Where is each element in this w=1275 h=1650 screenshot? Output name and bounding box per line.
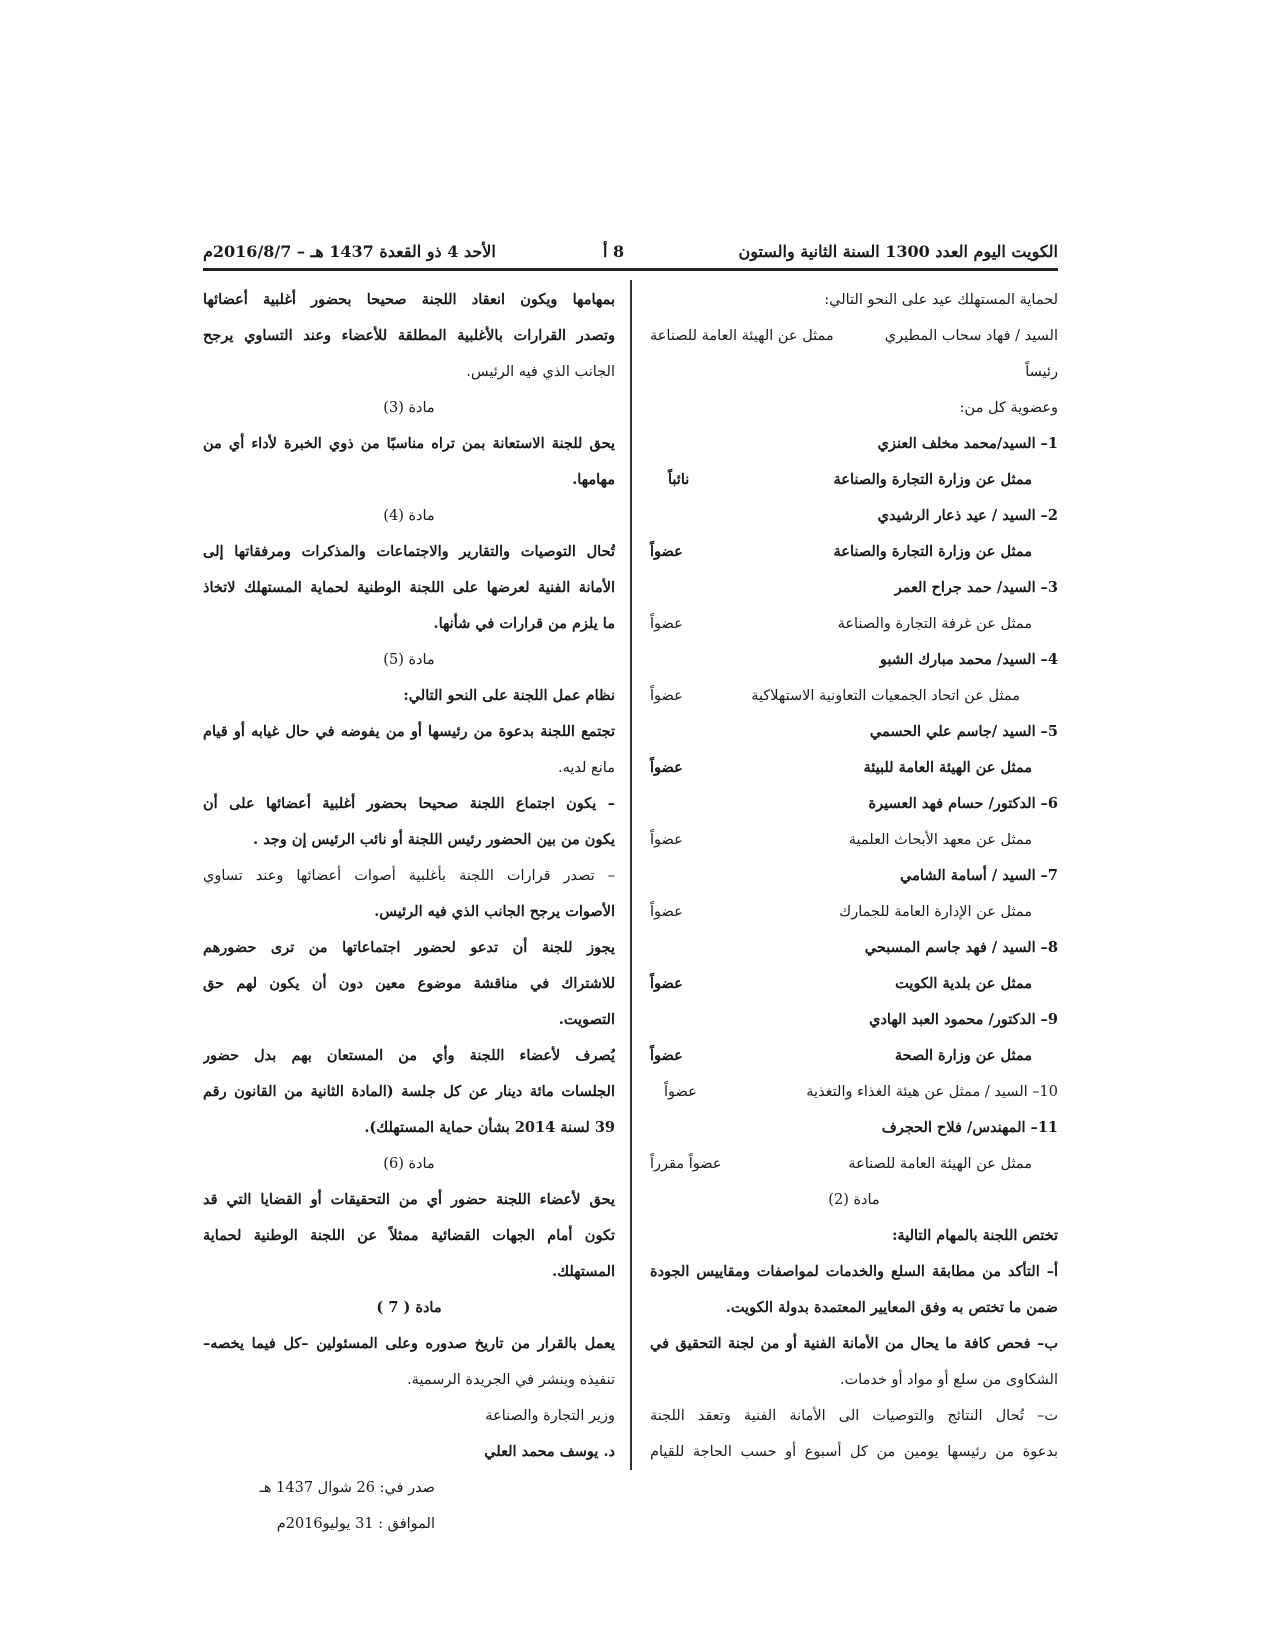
- paragraph-line: بمهامها ويكون انعقاد اللجنة صحيحا بحضور أغلبية أعضائها: [203, 291, 615, 308]
- member-3-name: 3– السيد/ حمد جراح العمر: [894, 579, 1058, 596]
- paragraph-line: مانع لديه.: [558, 760, 615, 776]
- paragraph-line: المستهلك.: [552, 1263, 615, 1280]
- article-7-heading: مادة ( 7 ): [376, 1299, 442, 1316]
- task-a-line-2: ضمن ما تختص به وفق المعايير المعتمدة بدولة الكويت.: [725, 1299, 1058, 1316]
- member-1-role: نائباً: [668, 471, 690, 488]
- member-5-name: 5– السيد /جاسم علي الحسمي: [869, 723, 1058, 740]
- article-6-heading: مادة (6): [383, 1156, 435, 1172]
- left-column: [203, 282, 615, 1542]
- paragraph-line: تجتمع اللجنة بدعوة من رئيسها أو من يفوضه في حال غيابه أو قيام: [203, 723, 615, 740]
- paragraph-line: يجوز للجنة أن تدعو لحضور اجتماعاتها من ترى حضورهم: [203, 939, 615, 956]
- page-header: [203, 238, 1058, 266]
- member-4-name: 4– السيد/ محمد مبارك الشبو: [879, 651, 1058, 668]
- issue-date-hijri: صدر في: 26 شوال 1437 هـ: [259, 1480, 435, 1496]
- paragraph-line: – يكون اجتماع اللجنة صحيحا بحضور أغلبية أعضائها على أن: [203, 795, 615, 812]
- member-1-line: [650, 462, 1058, 498]
- paragraph-line: يحق لأعضاء اللجنة حضور أي من التحقيقات أو القضايا التي قد: [203, 1191, 615, 1208]
- task-c-line-2: بدعوة من رئيسها يومين من كل أسبوع أو حسب الحاجة للقيام: [650, 1444, 1058, 1460]
- minister-title: وزير التجارة والصناعة: [485, 1408, 615, 1424]
- column-divider: [630, 280, 632, 1470]
- paragraph-line: يعمل بالقرار من تاريخ صدوره وعلى المسئولين –كل فيما يخصه–: [203, 1335, 615, 1352]
- member-2-role: عضواً: [650, 543, 683, 560]
- member-4-role: عضواً: [650, 688, 683, 704]
- member-3-role: عضواً: [650, 616, 683, 632]
- article-3-heading: مادة (3): [383, 400, 435, 416]
- paragraph-line: يحق للجنة الاستعانة بمن تراه مناسبًا من ذوي الخبرة لأداء أي من: [203, 435, 615, 452]
- right-column: [650, 282, 1058, 1470]
- member-8-representation: ممثل عن بلدية الكويت: [895, 975, 1032, 992]
- member-2-representation: ممثل عن وزارة التجارة والصناعة: [833, 543, 1032, 560]
- member-9-name: 9– الدكتور/ محمود العبد الهادي: [869, 1011, 1058, 1028]
- member-8-name: 8– السيد / فهد جاسم المسبحي: [864, 939, 1058, 956]
- intro-line: لحماية المستهلك عيد على النحو التالي:: [824, 292, 1058, 308]
- chair-role: رئيساً: [1025, 364, 1058, 380]
- member-11-representation: ممثل عن الهيئة العامة للصناعة: [848, 1156, 1032, 1172]
- member-2-name: 2– السيد / عيد ذعار الرشيدي: [877, 507, 1058, 524]
- article-2-heading: مادة (2): [828, 1192, 880, 1208]
- task-b-line-1: ب– فحص كافة ما يحال من الأمانة الفنية أو من لجنة التحقيق في: [650, 1335, 1058, 1352]
- paragraph-line: – تصدر قرارات اللجنة بأغلبية أصوات أعضائها وعند تساوي: [203, 868, 615, 884]
- member-5-line: [650, 750, 1058, 786]
- member-6-role: عضواً: [650, 832, 683, 848]
- chair-line: [650, 318, 1058, 354]
- paragraph-line: التصويت.: [558, 1011, 615, 1028]
- chair-representation: ممثل عن الهيئة العامة للصناعة: [650, 328, 834, 344]
- member-9-representation: ممثل عن وزارة الصحة: [894, 1047, 1032, 1064]
- member-10-name: 10– السيد / ممثل عن هيئة الغذاء والتغذية: [806, 1084, 1058, 1100]
- paragraph-line: ما يلزم من قرارات في شأنها.: [433, 615, 615, 632]
- page-number: 8 أ: [603, 242, 625, 261]
- paragraph-line: الأمانة الفنية لعرضها على اللجنة الوطنية لحماية المستهلك لاتخاذ: [203, 579, 615, 596]
- member-9-role: عضواً: [650, 1047, 683, 1064]
- member-11-name: 11– المهندس/ فلاح الحجرف: [881, 1119, 1058, 1136]
- issue-date: الأحد 4 ذو القعدة 1437 هـ – 2016/8/7م: [203, 242, 496, 261]
- paragraph-line: تكون أمام الجهات القضائية ممثلاً عن اللجنة الوطنية لحماية: [203, 1227, 615, 1244]
- member-4-line: [650, 678, 1058, 714]
- member-1-name: 1– السيد/محمد مخلف العنزي: [877, 435, 1058, 452]
- member-3-line: [650, 606, 1058, 642]
- paragraph-line: 39 لسنة 2014 بشأن حماية المستهلك).: [364, 1119, 615, 1136]
- membership-heading: وعضوية كل من:: [959, 400, 1058, 416]
- member-11-line: [650, 1146, 1058, 1182]
- article-4-heading: مادة (4): [383, 508, 435, 524]
- member-3-representation: ممثل عن غرفة التجارة والصناعة: [837, 616, 1032, 632]
- member-7-line: [650, 894, 1058, 930]
- paragraph-line: وتصدر القرارات بالأغلبية المطلقة للأعضاء وعند التساوي يرجح: [203, 327, 615, 344]
- paragraph-line: مهامها.: [572, 471, 615, 488]
- member-8-line: [650, 966, 1058, 1002]
- member-7-representation: ممثل عن الإدارة العامة للجمارك: [839, 904, 1032, 920]
- member-11-role: عضواً مقرراً: [650, 1156, 722, 1172]
- member-1-representation: ممثل عن وزارة التجارة والصناعة: [833, 471, 1032, 488]
- member-5-role: عضواً: [650, 759, 683, 776]
- paragraph-line: تنفيذه وينشر في الجريدة الرسمية.: [407, 1372, 615, 1388]
- member-5-representation: ممثل عن الهيئة العامة للبيئة: [863, 759, 1032, 776]
- task-c-line-1: ت– تُحال النتائج والتوصيات الى الأمانة الفنية وتعقد اللجنة: [650, 1408, 1058, 1424]
- issue-date-gregorian: الموافق : 31 يوليو2016م: [276, 1516, 435, 1532]
- task-b-line-2: الشكاوى من سلع أو مواد أو خدمات.: [839, 1372, 1058, 1388]
- paragraph-line: تُحال التوصيات والتقارير والاجتماعات والمذكرات ومرفقاتها إلى: [203, 543, 615, 560]
- member-6-representation: ممثل عن معهد الأبحاث العلمية: [848, 832, 1032, 848]
- member-6-line: [650, 822, 1058, 858]
- tasks-heading: تختص اللجنة بالمهام التالية:: [892, 1227, 1058, 1244]
- paragraph-line: يكون من بين الحضور رئيس اللجنة أو نائب الرئيس إن وجد .: [253, 831, 615, 848]
- member-4-representation: ممثل عن اتحاد الجمعيات التعاونية الاستهلاكية: [751, 688, 1020, 704]
- task-a-line-1: أ– التأكد من مطابقة السلع والخدمات لمواصفات ومقاييس الجودة: [650, 1263, 1058, 1280]
- member-9-line: [650, 1038, 1058, 1074]
- member-8-role: عضواً: [650, 975, 683, 992]
- issue-info: الكويت اليوم العدد 1300 السنة الثانية والستون: [738, 242, 1058, 261]
- member-7-name: 7– السيد / أسامة الشامي: [900, 867, 1058, 884]
- paragraph-line: للاشتراك في مناقشة موضوع معين دون أن يكون لهم حق: [203, 975, 615, 992]
- member-2-line: [650, 534, 1058, 570]
- signatory-name: د. يوسف محمد العلي: [484, 1443, 615, 1460]
- paragraph-line: الجلسات مائة دينار عن كل جلسة (المادة الثانية من القانون رقم: [203, 1083, 615, 1100]
- paragraph-line: نظام عمل اللجنة على النحو التالي:: [403, 687, 615, 704]
- member-6-name: 6– الدكتور/ حسام فهد العسيرة: [868, 795, 1058, 812]
- article-5-heading: مادة (5): [383, 652, 435, 668]
- paragraph-line: الأصوات يرجح الجانب الذي فيه الرئيس.: [374, 903, 615, 920]
- paragraph-line: يُصرف لأعضاء اللجنة وأي من المستعان بهم بدل حضور: [203, 1047, 615, 1064]
- chair-name: السيد / فهاد سحاب المطيري: [884, 328, 1058, 344]
- paragraph-line: الجانب الذي فيه الرئيس.: [466, 364, 615, 380]
- header-rule: [203, 268, 1058, 271]
- member-10-role: عضواً: [664, 1084, 697, 1100]
- member-10-line: [650, 1074, 1058, 1110]
- member-7-role: عضواً: [650, 904, 683, 920]
